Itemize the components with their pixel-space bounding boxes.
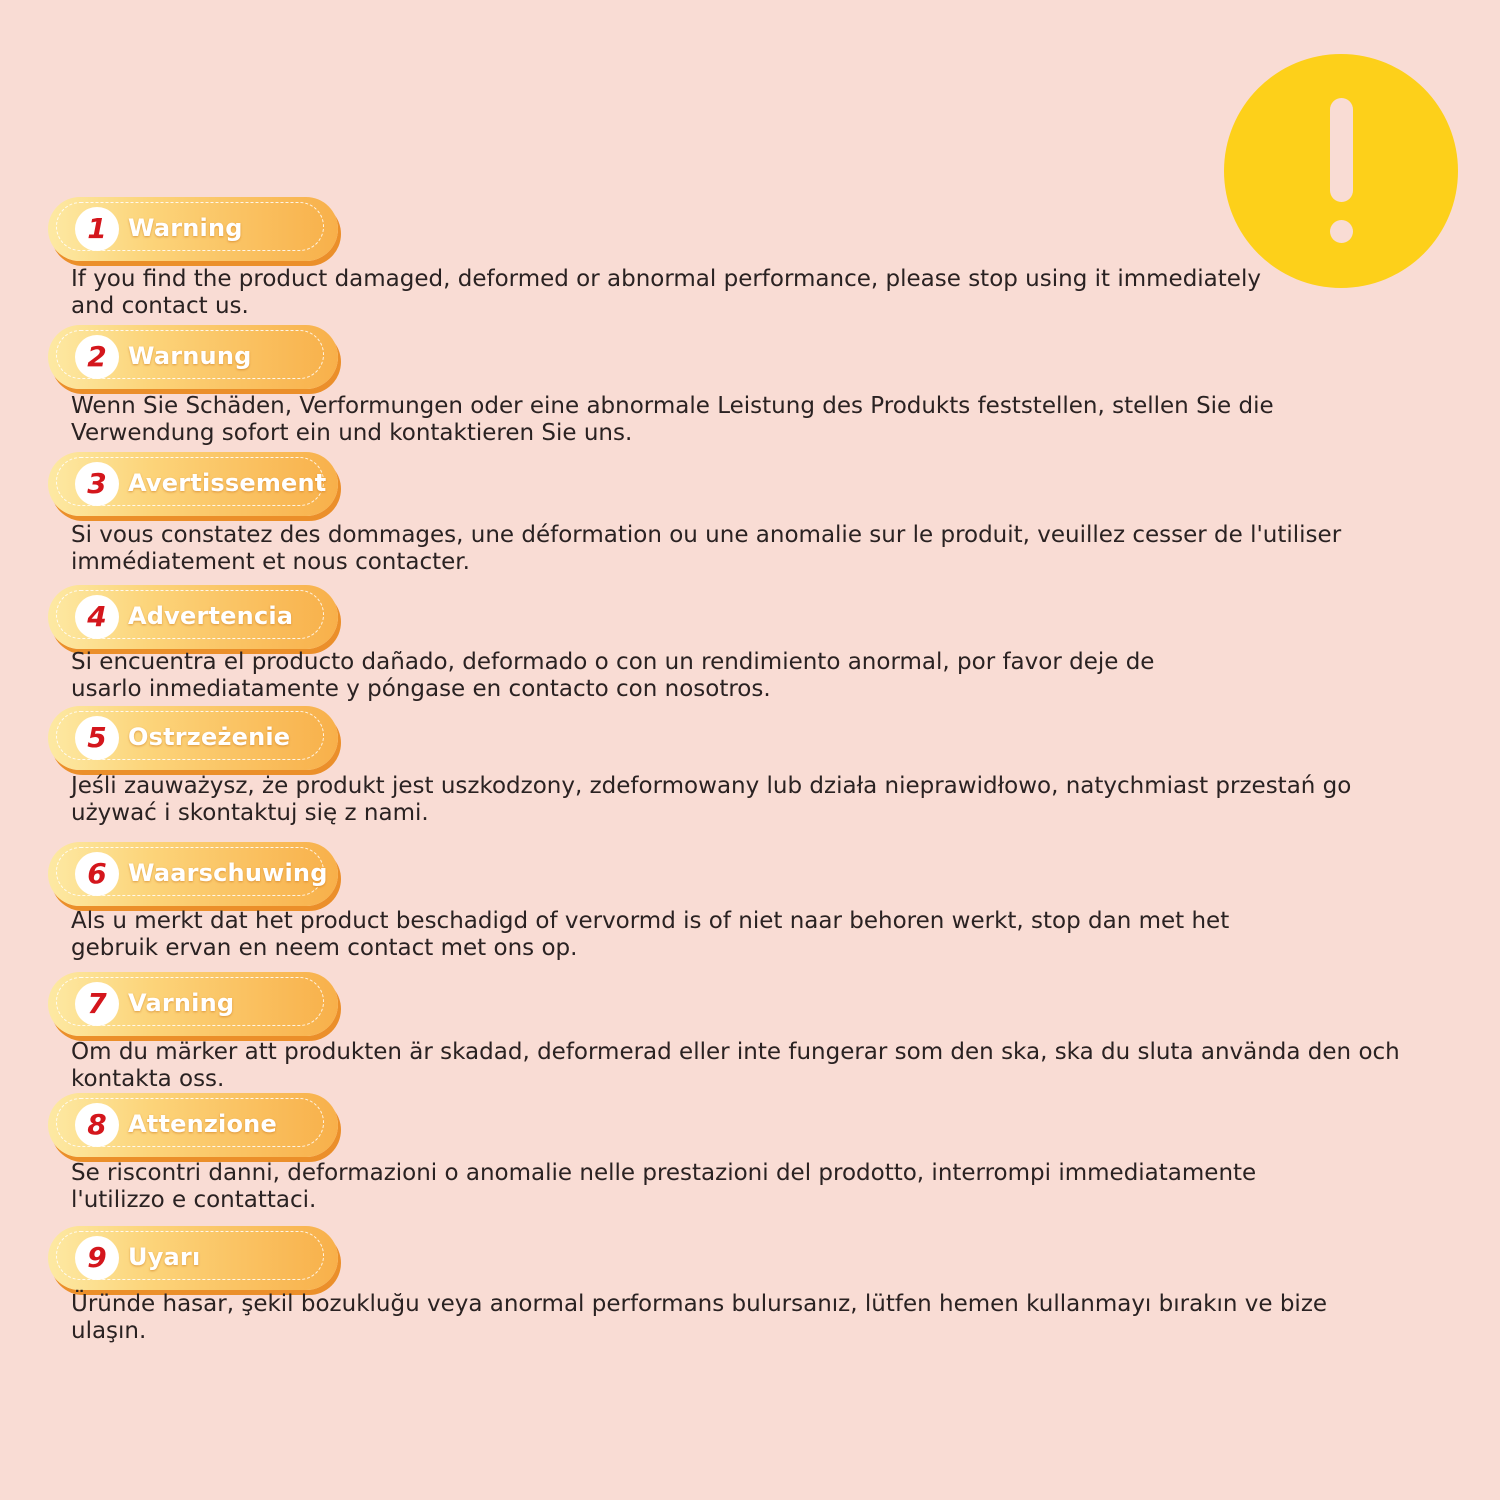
warning-text-line-2: immédiatement et nous contacter. bbox=[71, 549, 470, 575]
exclamation-dot bbox=[1330, 220, 1353, 243]
warning-text-line-2: usarlo inmediatamente y póngase en contacto con nosotros. bbox=[71, 676, 771, 702]
warning-header-pill bbox=[48, 706, 338, 770]
warning-title: Attenzione bbox=[128, 1110, 277, 1138]
warning-text-line-1: Om du märker att produkten är skadad, deformerad eller inte fungerar som den ska, ska du sluta använda den och bbox=[71, 1039, 1400, 1065]
warning-text-line-1: Wenn Sie Schäden, Verformungen oder eine abnormale Leistung des Produkts feststellen, stellen Sie die bbox=[71, 393, 1274, 419]
warning-text-line-2: ulaşın. bbox=[71, 1318, 147, 1344]
warning-title: Warnung bbox=[128, 342, 252, 370]
warning-title: Avertissement bbox=[128, 469, 327, 497]
warning-text bbox=[71, 266, 1261, 320]
warning-text-line-1: Si encuentra el producto dañado, deformado o con un rendimiento anormal, por favor deje de bbox=[71, 649, 1155, 675]
warning-header-pill bbox=[48, 842, 338, 906]
number-badge: 7 bbox=[75, 982, 119, 1026]
warning-header-pill bbox=[48, 452, 338, 516]
warning-text bbox=[71, 1291, 1327, 1345]
warning-text-line-1: If you find the product damaged, deformed or abnormal performance, please stop using it immediately bbox=[71, 266, 1261, 292]
warning-text-line-1: Se riscontri danni, deformazioni o anomalie nelle prestazioni del prodotto, interrompi immediatamente bbox=[71, 1160, 1257, 1186]
warning-text-line-2: gebruik ervan en neem contact met ons op. bbox=[71, 935, 578, 961]
warning-text-line-2: Verwendung sofort ein und kontaktieren Sie uns. bbox=[71, 420, 633, 446]
warning-header-pill bbox=[48, 325, 338, 389]
warning-title: Advertencia bbox=[128, 602, 294, 630]
warning-text bbox=[71, 393, 1274, 447]
warning-header-pill bbox=[48, 1093, 338, 1157]
warning-title: Varning bbox=[128, 989, 235, 1017]
number-badge: 6 bbox=[75, 852, 119, 896]
warning-title: Ostrzeżenie bbox=[128, 723, 291, 751]
exclamation-circle-icon bbox=[1224, 54, 1458, 288]
warning-text bbox=[71, 1160, 1256, 1214]
warning-header-pill bbox=[48, 197, 338, 261]
warning-text-line-2: and contact us. bbox=[71, 293, 249, 319]
number-badge: 9 bbox=[75, 1236, 119, 1280]
warning-text-line-2: l'utilizzo e contattaci. bbox=[71, 1187, 317, 1213]
warning-header-pill bbox=[48, 972, 338, 1036]
number-badge: 2 bbox=[75, 335, 119, 379]
warning-text bbox=[71, 649, 1154, 703]
number-badge: 8 bbox=[75, 1103, 119, 1147]
warning-header-pill bbox=[48, 1226, 338, 1290]
number-badge: 5 bbox=[75, 716, 119, 760]
warning-text-line-1: Als u merkt dat het product beschadigd of vervormd is of niet naar behoren werkt, stop dan met het bbox=[71, 908, 1230, 934]
warning-text-line-2: używać i skontaktuj się z nami. bbox=[71, 800, 429, 826]
number-badge: 3 bbox=[75, 462, 119, 506]
number-badge: 1 bbox=[75, 207, 119, 251]
warning-text bbox=[71, 522, 1341, 576]
warning-header-pill bbox=[48, 585, 338, 649]
warning-text bbox=[71, 908, 1229, 962]
warning-text-line-2: kontakta oss. bbox=[71, 1066, 225, 1092]
warning-text-line-1: Üründe hasar, şekil bozukluğu veya anormal performans bulursanız, lütfen hemen kullanmayı bırakın ve bize bbox=[71, 1291, 1328, 1317]
warning-text bbox=[71, 1039, 1400, 1093]
warning-text bbox=[71, 773, 1351, 827]
warning-text-line-1: Jeśli zauważysz, że produkt jest uszkodzony, zdeformowany lub działa nieprawidłowo, natychmiast przestań go bbox=[71, 773, 1352, 799]
warning-title: Waarschuwing bbox=[128, 859, 328, 887]
warning-title: Uyarı bbox=[128, 1243, 201, 1271]
number-badge: 4 bbox=[75, 595, 119, 639]
exclamation-bar bbox=[1330, 98, 1353, 202]
warning-text-line-1: Si vous constatez des dommages, une déformation ou une anomalie sur le produit, veuillez cesser de l'utiliser bbox=[71, 522, 1342, 548]
warning-title: Warning bbox=[128, 214, 243, 242]
